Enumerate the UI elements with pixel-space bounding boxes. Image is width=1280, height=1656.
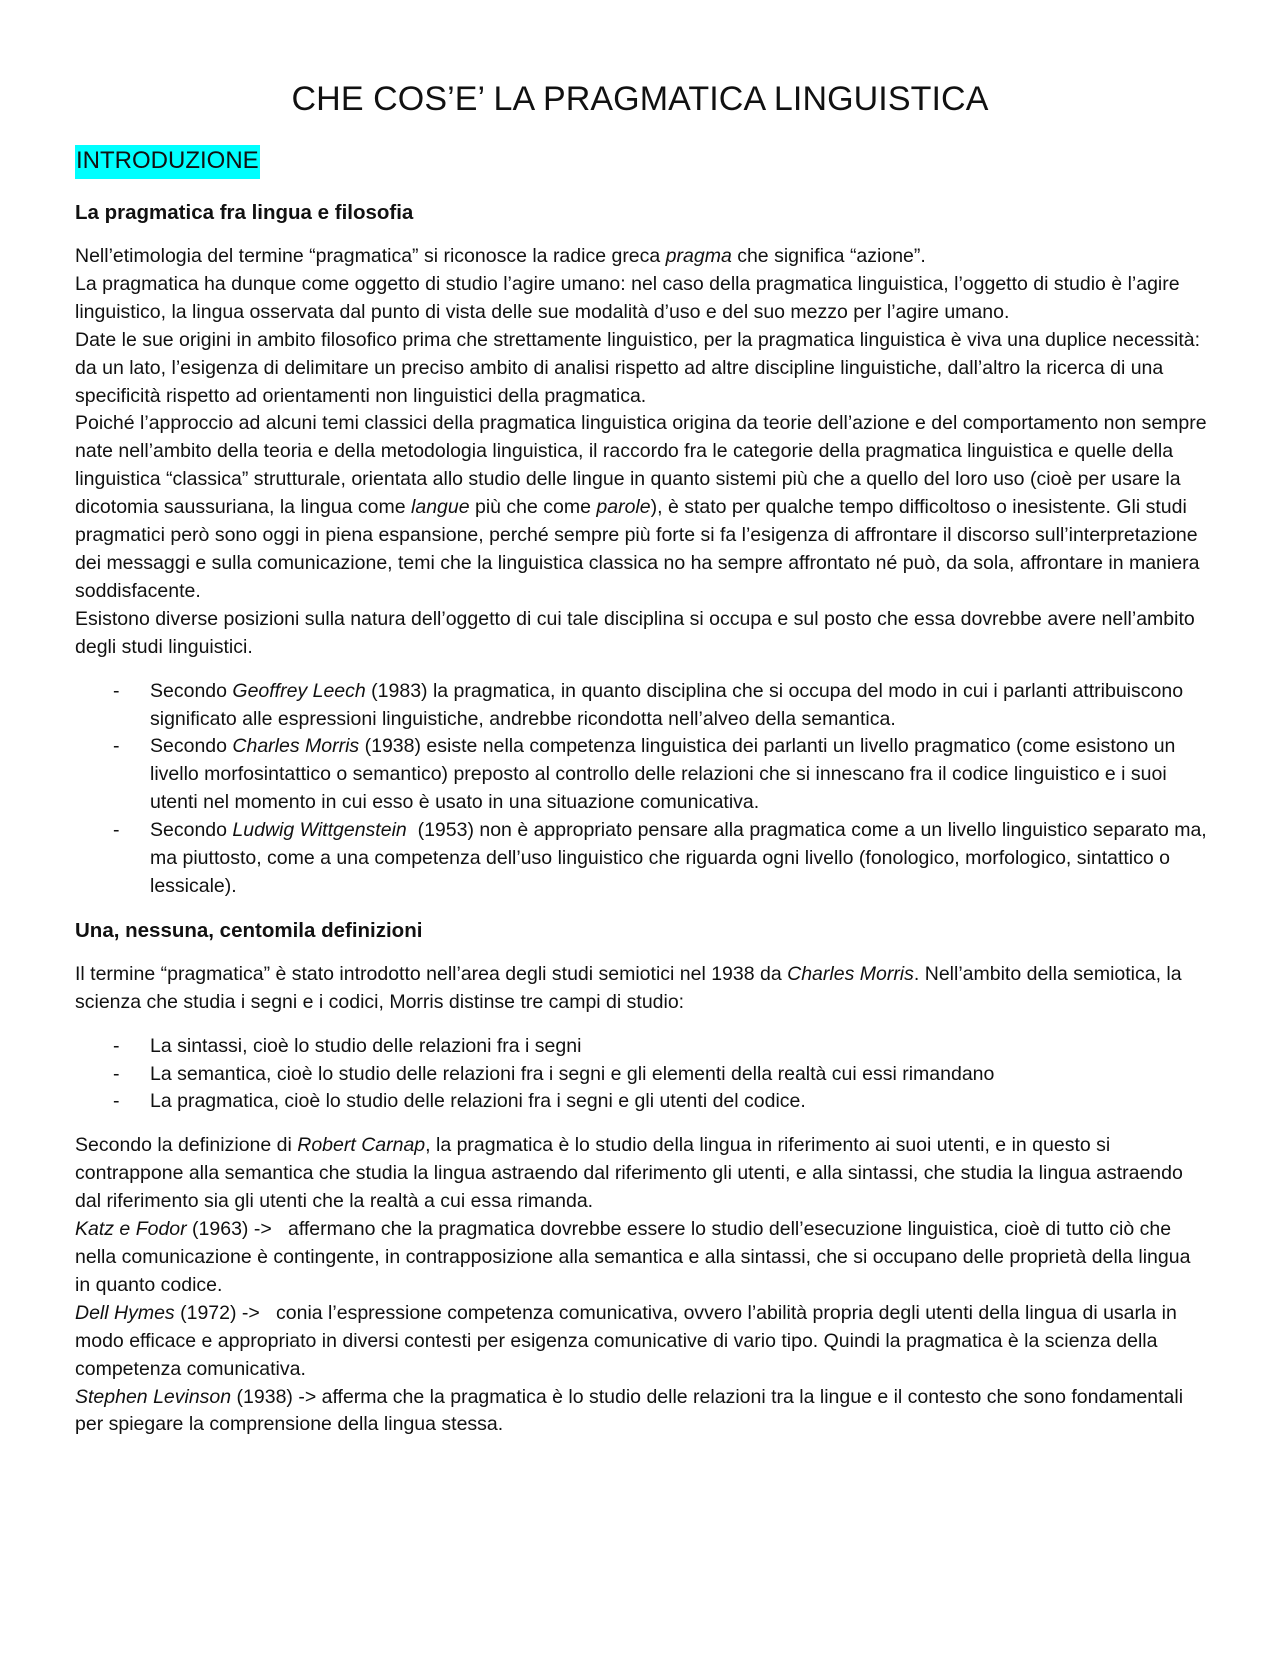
paragraph-carnap xyxy=(75,1132,1210,1216)
text-run: Secondo xyxy=(150,819,233,842)
text-run: La semantica, cioè lo studio delle relazioni fra i segni e gli elementi della realtà cui essi rimandano xyxy=(150,1062,995,1085)
text-run: La sintassi, cioè lo studio delle relazioni fra i segni xyxy=(150,1034,582,1057)
section-label-highlight: INTRODUZIONE xyxy=(75,145,260,179)
italic-term: langue xyxy=(411,496,470,519)
italic-author: Geoffrey Leech xyxy=(232,679,366,702)
paragraph-morris xyxy=(75,961,1210,1017)
text-run: Poiché l’approccio ad alcuni temi classici della pragmatica linguistica origina da teorie dell’azione e del comportamento non sempre nate nell’ambito della teoria e della metodologia linguistica, il raccordo fra le categorie della pragmatica linguistica e quelle della linguistica “classica” strutturale, orientata allo studio delle lingue in quanto sistemi più che a quello del loro uso (cioè per usare la dicotomia saussuriana, la lingua come xyxy=(75,412,1207,519)
text-run: (1953) non è appropriato pensare alla pragmatica come a un livello linguistico separato ma, ma piuttosto, come a una competenza dell’uso linguistico che riguarda ogni livello (fonologico, morfologico, sintattico o lessicale). xyxy=(150,819,1213,897)
list-item xyxy=(75,1088,1210,1116)
list-dash: - xyxy=(113,1034,120,1057)
text-run: (1963) -> affermano che la pragmatica dovrebbe essere lo studio dell’esecuzione linguistica, cioè di tutto ciò che nella comunicazione è contingente, in contrapposizione alla semantica e alla sintassi, che si occupano delle proprietà della lingua in quanto codice. xyxy=(75,1218,1196,1296)
list-dash: - xyxy=(113,679,120,702)
text-run: (1938) esiste nella competenza linguistica dei parlanti un livello pragmatico (come esistono un livello morfosintattico o semantico) preposto al controllo delle relazioni che si innescano fra il codice linguistico e i suoi utenti nel momento in cui esso è usato in una situazione comunicativa. xyxy=(150,735,1176,814)
paragraph-oggetto-studio: La pragmatica ha dunque come oggetto di studio l’agire umano: nel caso della pragmatica linguistica, l’oggetto di studio è l’agire linguistico, la lingua osservata dal punto di vista delle sue modalità d’uso e del suo mezzo per l’agire umano. xyxy=(75,272,1180,323)
text-run: , la pragmatica è lo studio della lingua in riferimento ai suoi utenti, e in questo si contrappone alla semantica che studia la lingua astraendo dal riferimento gli utenti, e alla sintassi, che studia la lingua astraendo dal riferimento sia gli utenti che la realtà a cui essa rimanda. xyxy=(75,1134,1183,1213)
paragraph-hymes xyxy=(75,1300,1210,1384)
text-run: che significa “azione”. xyxy=(731,245,926,267)
text-run: più che come xyxy=(469,496,597,519)
list-item xyxy=(75,1061,1210,1089)
paragraph-posizioni: Esistono diverse posizioni sulla natura dell’oggetto di cui tale disciplina si occupa e sul posto che essa dovrebbe avere nell’ambito degli studi linguistici. xyxy=(75,607,1195,658)
list-dash: - xyxy=(113,735,120,758)
paragraph-katz-fodor xyxy=(75,1216,1210,1300)
text-run: (1938) -> afferma che la pragmatica è lo studio delle relazioni tra la lingue e il contesto che sono fondamentali per spiegare la comprensione della lingua stessa. xyxy=(75,1385,1184,1436)
paragraph-approccio xyxy=(75,410,1210,605)
subheading-definizioni: Una, nessuna, centomila definizioni xyxy=(75,918,423,942)
italic-author: Robert Carnap xyxy=(297,1134,426,1157)
document-body xyxy=(75,193,1213,1439)
list-campi-di-studio xyxy=(75,1033,1210,1117)
list-item xyxy=(75,817,1213,901)
subheading-pragmatica-fra-lingua-e-filosofia: La pragmatica fra lingua e filosofia xyxy=(75,201,414,224)
italic-author: Dell Hymes xyxy=(75,1301,175,1324)
text-run: (1972) -> conia l’espressione competenza comunicativa, ovvero l’abilità propria degli utenti della lingua di usarla in modo efficace e appropriato in diversi contesti per esigenza comunicative di vario tipo. Quindi la pragmatica è la scienza della competenza comunicativa. xyxy=(75,1301,1183,1380)
italic-author: Katz e Fodor xyxy=(75,1218,187,1241)
text-run: Il termine “pragmatica” è stato introdotto nell’area degli studi semiotici nel 1938 da xyxy=(75,962,788,985)
paragraph-etimologia xyxy=(75,243,1210,271)
text-run: Secondo xyxy=(150,735,233,758)
italic-term: parole xyxy=(596,496,651,519)
text-run: La pragmatica, cioè lo studio delle relazioni fra i segni e gli utenti del codice. xyxy=(150,1090,806,1113)
text-run: (1983) la pragmatica, in quanto disciplina che si occupa del modo in cui i parlanti attribuiscono significato alle espressioni linguistiche, andrebbe ricondotta nell’alveo della semantica. xyxy=(150,679,1184,730)
italic-author: Ludwig Wittgenstein xyxy=(232,819,407,842)
list-positions xyxy=(75,678,1213,901)
list-dash: - xyxy=(113,819,120,842)
paragraph-origini-filosofiche: Date le sue origini in ambito filosofico prima che strettamente linguistico, per la pragmatica linguistica è viva una duplice necessità: da un lato, l’esigenza di delimitare un preciso ambito di analisi rispetto ad altre discipline linguistiche, dall’altro la ricerca di una specificità rispetto ad orientamenti non linguistici della pragmatica. xyxy=(75,328,1201,407)
list-dash: - xyxy=(113,1090,120,1113)
italic-term: pragma xyxy=(665,245,732,267)
text-run: ), è stato per qualche tempo difficoltoso o inesistente. Gli studi pragmatici però sono oggi in piena espansione, perché sempre più forte si fa l’esigenza di affrontare il discorso sull’interpretazione dei messaggi e sulla comunicazione, temi che la linguistica classica no ha sempre affrontato né può, da sola, affrontare in maniera soddisfacente. xyxy=(75,496,1200,602)
list-item xyxy=(75,1033,1210,1061)
italic-author: Charles Morris xyxy=(787,962,914,985)
text-run: Nell’etimologia del termine “pragmatica” si riconosce la radice greca xyxy=(75,245,666,267)
paragraph-levinson xyxy=(75,1384,1210,1440)
page-title: CHE COS’E’ LA PRAGMATICA LINGUISTICA xyxy=(291,80,989,118)
list-item xyxy=(75,733,1210,817)
text-run: Secondo xyxy=(150,679,233,702)
text-run: Secondo la definizione di xyxy=(75,1134,298,1157)
italic-author: Stephen Levinson xyxy=(75,1385,232,1408)
list-item xyxy=(75,678,1210,734)
list-dash: - xyxy=(113,1062,120,1085)
italic-author: Charles Morris xyxy=(232,735,360,758)
text-run: . Nell’ambito della semiotica, la scienza che studia i segni e i codici, Morris distinse tre campi di studio: xyxy=(75,962,1182,1013)
